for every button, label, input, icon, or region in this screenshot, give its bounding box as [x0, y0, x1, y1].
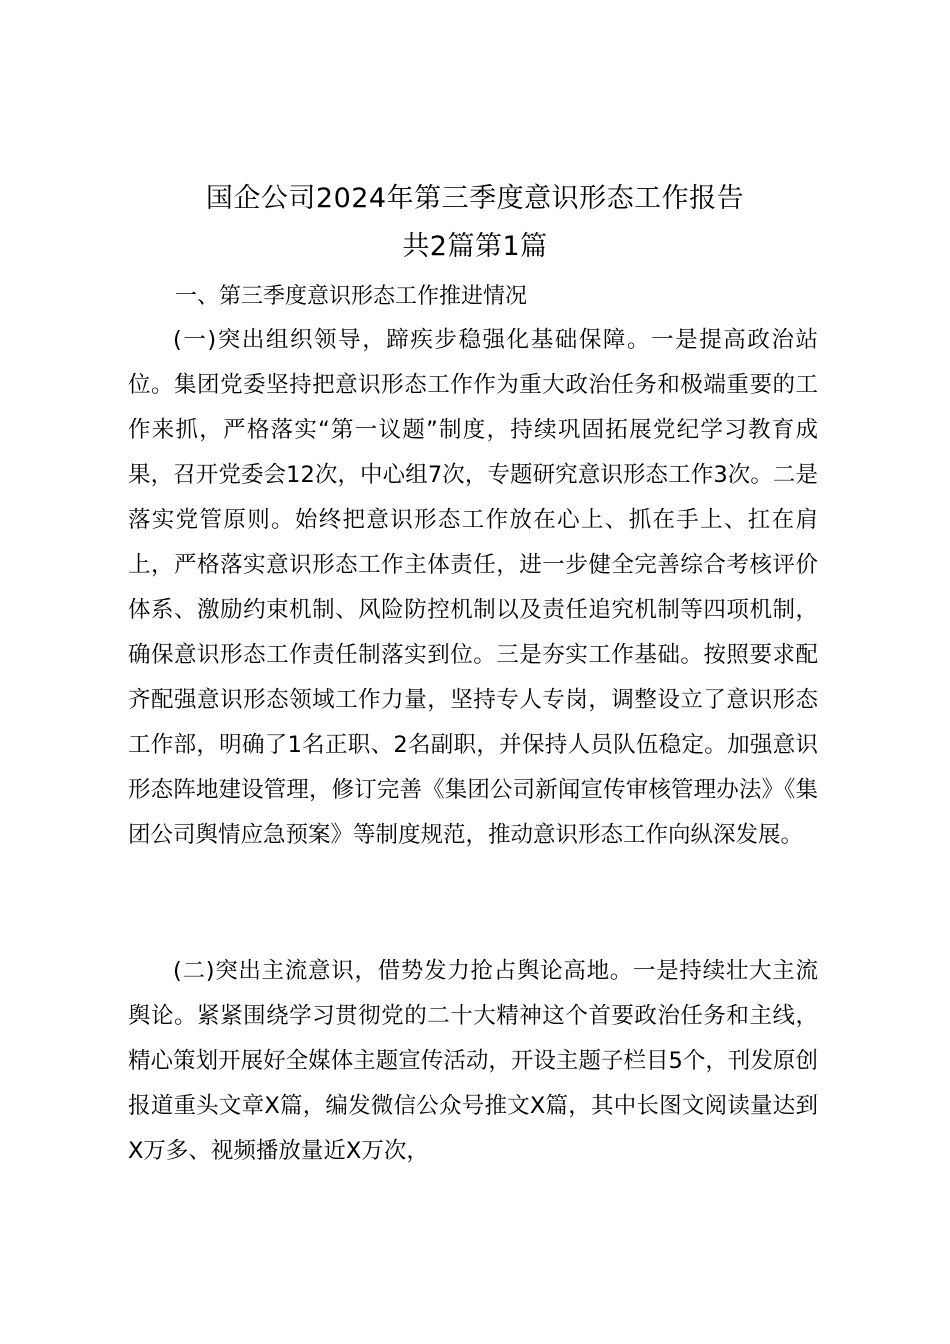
document-subtitle: 共2篇第1篇: [402, 231, 548, 262]
paragraph-mainstream-awareness: (二)突出主流意识，借势发力抢占舆论高地。一是持续壮大主流舆论。紧紧围绕学习贯彻党的二十大精神这个首要政治任务和主线，精心策划开展好全媒体主题宣传活动，开设主题子栏目5个，刊发原创报道重头文章X篇，编发微信公众号推文X篇，其中长图文阅读量达到X万多、视频播放量近X万次，: [128, 958, 818, 1164]
paragraph-organization-leadership: (一)突出组织领导，蹄疾步稳强化基础保障。一是提高政治站位。集团党委坚持把意识形态工作作为重大政治任务和极端重要的工作来抓，严格落实“第一议题”制度，持续巩固拓展党纪学习教育成果，召开党委会12次，中心组7次，专题研究意识形态工作3次。二是落实党管原则。始终把意识形态工作放在心上、抓在手上、扛在肩上，严格落实意识形态工作主体责任，进一步健全完善综合考核评价体系、激励约束机制、风险防控机制以及责任追究机制等四项机制，确保意识形态工作责任制落实到位。三是夯实工作基础。按照要求配齐配强意识形态领域工作力量，坚持专人专岗，调整设立了意识形态工作部，明确了1名正职、2名副职，并保持人员队伍稳定。加强意识形态阵地建设管理，修订完善《集团公司新闻宣传审核管理办法》《集团公司舆情应急预案》等制度规范，推动意识形态工作向纵深发展。: [128, 327, 818, 848]
document-title: 国企公司2024年第三季度意识形态工作报告: [205, 183, 745, 214]
section-heading: 一、第三季度意识形态工作推进情况: [175, 284, 528, 309]
